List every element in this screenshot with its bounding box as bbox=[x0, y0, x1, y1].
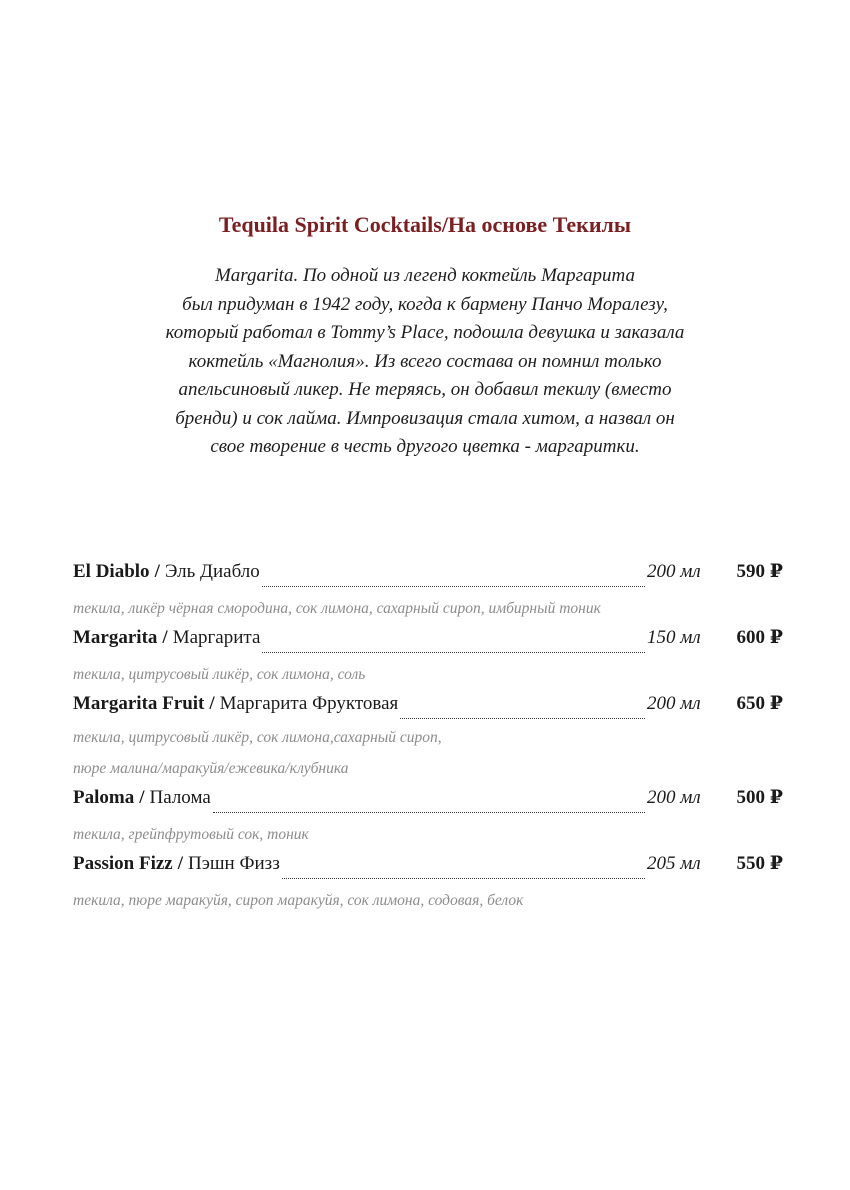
item-price: 500 ₽ bbox=[736, 787, 783, 808]
intro-line: бренди) и сок лайма. Импровизация стала хитом, а назвал он bbox=[175, 407, 675, 429]
intro-text bbox=[60, 262, 790, 462]
item-name-en: El Diablo bbox=[73, 561, 150, 582]
menu-item-row bbox=[73, 626, 783, 658]
item-price: 590 ₽ bbox=[736, 561, 783, 582]
item-name-en: Passion Fizz bbox=[73, 853, 173, 874]
menu-item-row bbox=[73, 560, 783, 592]
name-separator: / bbox=[139, 787, 145, 808]
item-price: 550 ₽ bbox=[736, 853, 783, 874]
cocktail-menu bbox=[73, 560, 783, 918]
item-volume: 150 мл bbox=[647, 627, 701, 648]
item-name-ru: Эль Диабло bbox=[164, 561, 260, 582]
item-ingredients: пюре малина/маракуйя/ежевика/клубника bbox=[73, 760, 349, 777]
item-name-en: Paloma bbox=[73, 787, 135, 808]
name-separator: / bbox=[209, 693, 215, 714]
name-separator: / bbox=[154, 561, 160, 582]
menu-item-margarita bbox=[73, 626, 783, 692]
item-name-en: Margarita bbox=[73, 627, 158, 648]
item-ingredients: текила, цитрусовый ликёр, сок лимона, соль bbox=[73, 666, 366, 683]
item-price: 600 ₽ bbox=[736, 627, 783, 648]
section-title: Tequila Spirit Cocktails/На основе Текилы bbox=[218, 212, 632, 237]
item-ingredients: текила, ликёр чёрная смородина, сок лимона, сахарный сироп, имбирный тоник bbox=[73, 600, 601, 617]
item-name-ru: Маргарита bbox=[172, 627, 261, 648]
dot-leader bbox=[282, 877, 645, 879]
intro-line: Margarita. По одной из легенд коктейль Маргарита bbox=[214, 265, 636, 286]
menu-item-row bbox=[73, 692, 783, 724]
item-volume: 200 мл bbox=[647, 787, 701, 808]
item-name-ru: Маргарита Фруктовая bbox=[219, 693, 399, 714]
menu-item-paloma bbox=[73, 786, 783, 852]
dot-leader bbox=[262, 651, 645, 653]
item-volume: 200 мл bbox=[647, 693, 701, 714]
intro-line: коктейль «Магнолия». Из всего состава он помнил только bbox=[188, 350, 662, 372]
menu-item-el-diablo bbox=[73, 560, 783, 626]
intro-line: был придуман в 1942 году, когда к бармену Панчо Моралезу, bbox=[182, 293, 668, 315]
dot-leader bbox=[262, 585, 645, 587]
item-name-ru: Пэшн Физз bbox=[188, 853, 280, 874]
item-name-en: Margarita Fruit bbox=[73, 693, 205, 714]
name-separator: / bbox=[177, 853, 184, 874]
menu-item-row bbox=[73, 786, 783, 818]
intro-line: апельсиновый ликер. Не теряясь, он добавил текилу (вместо bbox=[178, 379, 672, 400]
item-price: 650 ₽ bbox=[736, 693, 783, 714]
item-volume: 205 мл bbox=[647, 853, 701, 874]
dot-leader bbox=[213, 811, 645, 813]
menu-item-passion-fizz bbox=[73, 852, 783, 918]
name-separator: / bbox=[162, 627, 168, 648]
item-ingredients: текила, цитрусовый ликёр, сок лимона,сахарный сироп, bbox=[73, 729, 442, 746]
intro-line: свое творение в честь другого цветка - маргаритки. bbox=[210, 436, 640, 457]
item-name-ru: Палома bbox=[149, 787, 211, 808]
item-volume: 200 мл bbox=[647, 561, 701, 582]
intro-line: который работал в Tommy’s Place, подошла девушка и заказала bbox=[165, 322, 685, 343]
item-ingredients: текила, пюре маракуйя, сироп маракуйя, сок лимона, содовая, белок bbox=[73, 892, 524, 909]
menu-item-row bbox=[73, 852, 783, 884]
dot-leader bbox=[400, 717, 645, 719]
menu-item-margarita-fruit bbox=[73, 692, 783, 786]
item-ingredients: текила, грейпфрутовый сок, тоник bbox=[73, 826, 309, 843]
